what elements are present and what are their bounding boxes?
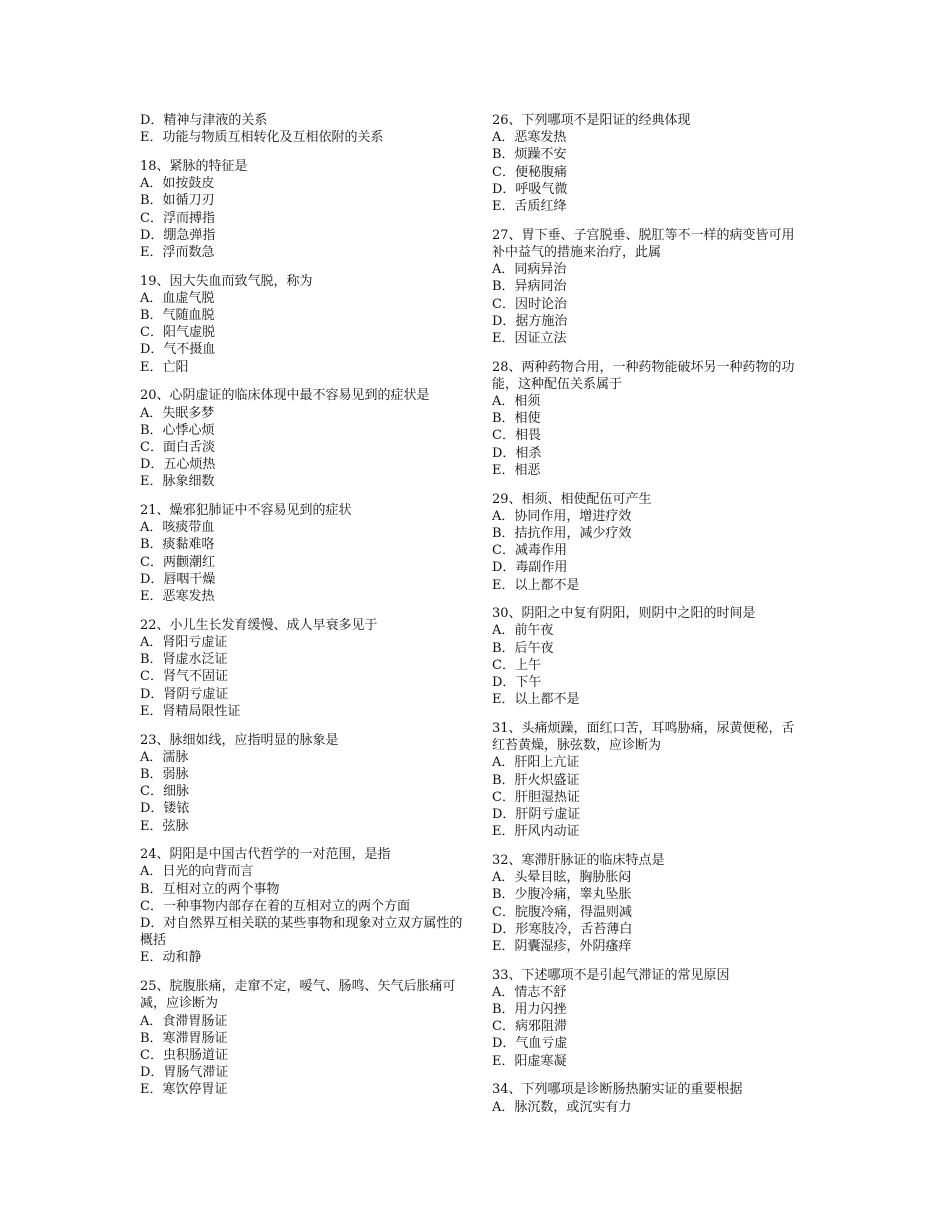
answer-option: C．脘腹冷痛，得温则减	[492, 904, 632, 920]
answer-option: B．如循刀刃	[140, 193, 215, 209]
answer-option: C．两颧潮红	[140, 554, 215, 570]
question-block	[492, 359, 804, 479]
question-block	[140, 158, 465, 261]
question-stem: 18、紧脉的特征是	[140, 158, 248, 174]
question-stem: 33、下述哪项不是引起气滞证的常见原因	[492, 967, 730, 983]
answer-option: D．据方施治	[492, 313, 568, 329]
answer-option: A．头晕目眩，胸胁胀闷	[492, 870, 632, 886]
answer-option: D．精神与津液的关系	[140, 113, 268, 128]
question-block	[140, 978, 465, 1098]
answer-option: E．亡阳	[140, 359, 189, 375]
question-block	[492, 227, 804, 347]
question-stem: 20、心阴虚证的临床体现中最不容易见到的症状是	[140, 388, 430, 404]
question-stem: 24、阴阳是中国古代哲学的一对范围，是指	[140, 847, 391, 863]
answer-option: C．病邪阻滞	[492, 1019, 567, 1035]
answer-option: A．肾阳亏虚证	[140, 634, 228, 650]
answer-option: D．相杀	[492, 445, 542, 461]
answer-option: E．阴囊湿疹，外阴瘙痒	[492, 938, 632, 954]
answer-option: A．濡脉	[140, 749, 189, 765]
answer-option: D．唇咽干燥	[140, 571, 216, 587]
answer-option: A．脉沉数，或沉实有力	[492, 1099, 632, 1115]
answer-option: C．一种事物内部存在着的互相对立的两个方面	[140, 898, 410, 914]
answer-option: B．心悸心烦	[140, 422, 215, 438]
answer-option: A．肝阳上亢证	[492, 755, 580, 771]
answer-option: D．镂铱	[140, 801, 190, 817]
answer-option: C．相畏	[492, 428, 541, 444]
answer-option: C．虫积肠道证	[140, 1047, 228, 1063]
question-stem: 30、阴阳之中复有阴阳，则阴中之阳的时间是	[492, 606, 756, 622]
answer-option: A．情志不舒	[492, 984, 567, 1000]
question-stem: 22、小儿生长发育缓慢、成人早衰多见于	[140, 617, 378, 633]
answer-option: E．阳虚寒凝	[492, 1053, 567, 1069]
answer-option: A．相须	[492, 394, 541, 410]
answer-option: A．前午夜	[492, 623, 554, 639]
answer-option: B．痰黏难咯	[140, 537, 215, 553]
answer-option: D．气不摄血	[140, 342, 216, 358]
answer-option: C．减毒作用	[492, 543, 567, 559]
answer-option: C．面白舌淡	[140, 439, 215, 455]
question-block	[492, 967, 804, 1070]
answer-option: D．毒副作用	[492, 560, 568, 576]
question-stem: 23、脉细如线，应指明显的脉象是	[140, 732, 339, 748]
question-block	[492, 112, 804, 215]
answer-option: E．脉象细数	[140, 474, 215, 490]
answer-option: B．烦躁不安	[492, 147, 567, 163]
question-stem: 32、寒滞肝脉证的临床特点是	[492, 852, 665, 868]
question-block	[140, 273, 465, 376]
answer-option: A．如按鼓皮	[140, 176, 215, 192]
answer-option: C．细脉	[140, 784, 189, 800]
question-stem: 27、胃下垂、子宫脱垂、脱肛等不一样的病变皆可用补中益气的措施来治疗，此属	[492, 227, 795, 260]
answer-option: B．用力闪挫	[492, 1002, 567, 1018]
answer-option: D．五心烦热	[140, 457, 216, 473]
answer-option: E．功能与物质互相转化及互相依附的关系	[140, 130, 384, 146]
answer-option: B．肝火炽盛证	[492, 772, 580, 788]
answer-option: D．绷急弹指	[140, 227, 216, 243]
answer-option: D．呼吸气微	[492, 181, 568, 197]
answer-option: C．浮而搏指	[140, 210, 215, 226]
answer-option: C．上午	[492, 657, 541, 673]
question-stem: 21、燥邪犯肺证中不容易见到的症状	[140, 503, 352, 519]
question-stem: 31、头痛烦躁，面红口苦，耳鸣胁痛，尿黄便秘，舌红苔黄燥，脉弦数，应诊断为	[492, 721, 795, 754]
answer-option: A．血虚气脱	[140, 290, 215, 306]
answer-option: B．寒滞胃肠证	[140, 1030, 228, 1046]
right-column	[492, 112, 804, 1127]
answer-option: E．因证立法	[492, 330, 567, 346]
question-block	[492, 605, 804, 708]
answer-option: E．动和静	[140, 950, 202, 966]
answer-option: B．气随血脱	[140, 308, 215, 324]
question-block	[140, 387, 465, 490]
question-block	[140, 732, 465, 835]
question-block	[140, 502, 465, 605]
answer-option: C．肾气不固证	[140, 669, 228, 685]
answer-option: D．肝阴亏虚证	[492, 807, 581, 823]
question-block	[140, 846, 465, 966]
question-stem: 29、相须、相使配伍可产生	[492, 491, 652, 507]
question-stem: 26、下列哪项不是阳证的经典体现	[492, 113, 691, 128]
question-stem: 34、下列哪项是诊断肠热腑实证的重要根据	[492, 1082, 743, 1098]
question-block	[492, 1081, 804, 1115]
question-stem: 25、脘腹胀痛，走窜不定，嗳气、肠鸣、矢气后胀痛可减，应诊断为	[140, 979, 456, 1012]
answer-option: E．恶寒发热	[140, 589, 215, 605]
answer-option: E．弦脉	[140, 818, 189, 834]
answer-option: B．弱脉	[140, 766, 189, 782]
answer-option: E．肝风内动证	[492, 824, 580, 840]
answer-option: E．以上都不是	[492, 577, 580, 593]
answer-option: B．拮抗作用，减少疗效	[492, 525, 632, 541]
answer-option: D．胃肠气滞证	[140, 1065, 229, 1081]
left-column	[140, 112, 465, 1110]
answer-option: C．肝胆湿热证	[492, 789, 580, 805]
answer-option: B．少腹冷痛，睾丸坠胀	[492, 887, 632, 903]
answer-option: C．阳气虚脱	[140, 325, 215, 341]
answer-option: D．对自然界互相关联的某些事物和现象对立双方属性的概括	[140, 916, 463, 949]
answer-option: D．气血亏虚	[492, 1036, 568, 1052]
question-stem: 19、因大失血而致气脱，称为	[140, 273, 313, 289]
answer-option: A．失眠多梦	[140, 405, 215, 421]
answer-option: C．因时论治	[492, 296, 567, 312]
answer-option: D．形寒肢冷，舌苔薄白	[492, 921, 633, 937]
answer-option: E．寒饮停胃证	[140, 1082, 228, 1098]
answer-option: E．舌质红绛	[492, 199, 567, 215]
question-block	[140, 617, 465, 720]
answer-option: C．便秘腹痛	[492, 164, 567, 180]
question-block	[492, 491, 804, 594]
answer-option: E．相恶	[492, 462, 541, 478]
answer-option: E．肾精局限性证	[140, 703, 241, 719]
answer-option: A．食滞胃肠证	[140, 1013, 228, 1029]
answer-option: B．相使	[492, 411, 541, 427]
answer-option: A．日光的向背而言	[140, 864, 254, 880]
answer-option: B．异病同治	[492, 279, 567, 295]
answer-option: E．浮而数急	[140, 244, 215, 260]
question-block	[492, 852, 804, 955]
answer-option: B．肾虚水泛证	[140, 652, 228, 668]
question-block	[492, 720, 804, 840]
answer-option: B．后午夜	[492, 640, 554, 656]
answer-option: A．同病异治	[492, 262, 567, 278]
answer-option: A．咳痰带血	[140, 520, 215, 536]
answer-option: B．互相对立的两个事物	[140, 881, 280, 897]
answer-option: E．以上都不是	[492, 692, 580, 708]
question-stem: 28、两种药物合用，一种药物能破坏另一种药物的功能，这种配伍关系属于	[492, 359, 795, 392]
answer-option: A．协同作用，增进疗效	[492, 508, 632, 524]
question-block	[140, 112, 465, 146]
answer-option: A．恶寒发热	[492, 130, 567, 146]
answer-option: D．肾阴亏虚证	[140, 686, 229, 702]
answer-option: D．下午	[492, 675, 542, 691]
